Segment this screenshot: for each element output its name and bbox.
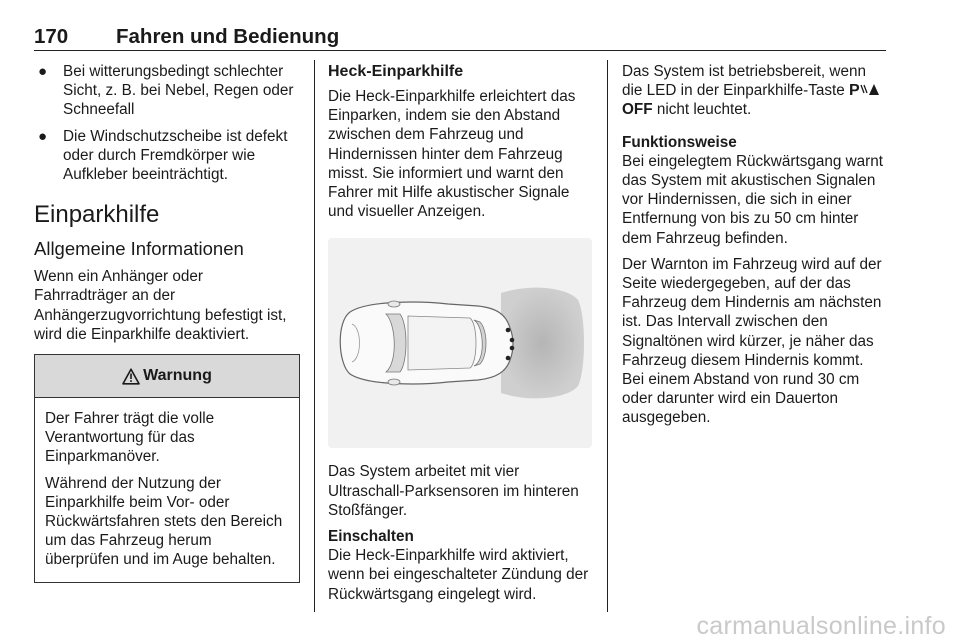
column-divider [314,60,315,612]
warning-title: Warnung [143,367,212,385]
warning-text: Der Fahrer trägt die volle Verantwortung für das Einparkmanöver. [45,410,215,466]
paragraph: Bei eingelegtem Rückwärtsgang warnt das System mit akustischen Signalen vor Hindernissen, die sich in einer Entfernung von bis zu 50 cm hinter dem Fahrzeug befinden. [622,152,884,247]
bullet-icon: ● [38,63,48,80]
paragraph: Der Warnton im Fahrzeug wird auf der Seite wiedergegeben, auf der das Fahrzeug dem Hindernis am nächsten ist. Das Intervall zwischen den Signaltönen wird kürzer, je näher das Fahrzeug diesem Hindernis kommt. Bei einem Abstand von rund 30 cm oder darunter wird ein Dauerton ausgegeben. [622,255,882,427]
paragraph: Die Heck-Einparkhilfe wird aktiviert, wenn bei eingeschalteter Zündung der Rückwärtsgang eingelegt wird. [328,547,589,603]
bullet-icon: ● [38,127,48,145]
list-item: ● Bei witterungsbedingt schlechter Sicht, z. B. bei Nebel, Regen oder Schneefall [38,63,294,119]
list-item: ● Die Windschutzscheibe ist defekt oder durch Fremdkörper wie Aufkleber beeinträchtigt. [38,127,288,184]
heading-heck-einparkhilfe: Heck-Einparkhilfe [328,63,464,80]
page-number: 170 [34,25,69,48]
paragraph: Das System ist betriebsbereit, wenn die LED in der Einparkhilfe-Taste P OFF nicht leuchtet. [622,62,888,120]
section-title: Einparkhilfe [34,201,160,229]
intro-paragraph: Wenn ein Anhänger oder Fahrradträger an der Anhängerzugvorrichtung befestigt ist, wird die Einparkhilfe deaktiviert. [34,268,287,343]
subheading-einschalten: Einschalten [328,528,414,546]
parking-assist-icon [849,81,879,97]
warning-header [35,355,299,398]
watermark: carmanualsonline.info [696,612,946,640]
chapter-title: Fahren und Bedienung [116,25,340,48]
warning-box [34,354,300,583]
warning-body [35,398,299,582]
car-sensor-illustration [328,238,592,448]
warning-triangle-icon [122,368,140,385]
paragraph: Das System arbeitet mit vier Ultraschall-Parksensoren im hinteren Stoßfänger. [328,463,579,519]
subsection-title: Allgemeine Informationen [34,238,244,260]
subheading-funktionsweise: Funktionsweise [622,133,737,151]
warning-text: Während der Nutzung der Einparkhilfe beim Vor- oder Rückwärtsfahren stets den Bereich um das Fahrzeug herum überprüfen und im Auge behalten. [45,474,283,569]
column-divider [607,60,608,612]
svg-text:P: P [849,82,860,98]
header-rule [34,50,886,51]
page-header [34,22,886,52]
column-3 [622,62,888,435]
column-2 [328,62,592,611]
paragraph: Die Heck-Einparkhilfe erleichtert das Einparken, indem sie den Abstand zwischen dem Fahrzeug und Hindernissen hinter dem Fahrzeug misst. Sie informiert und warnt den Fahrer mit Hilfe akustischer Signale und visueller Anzeigen. [328,88,576,221]
column-1 [34,62,300,583]
bullet-list [34,62,300,184]
